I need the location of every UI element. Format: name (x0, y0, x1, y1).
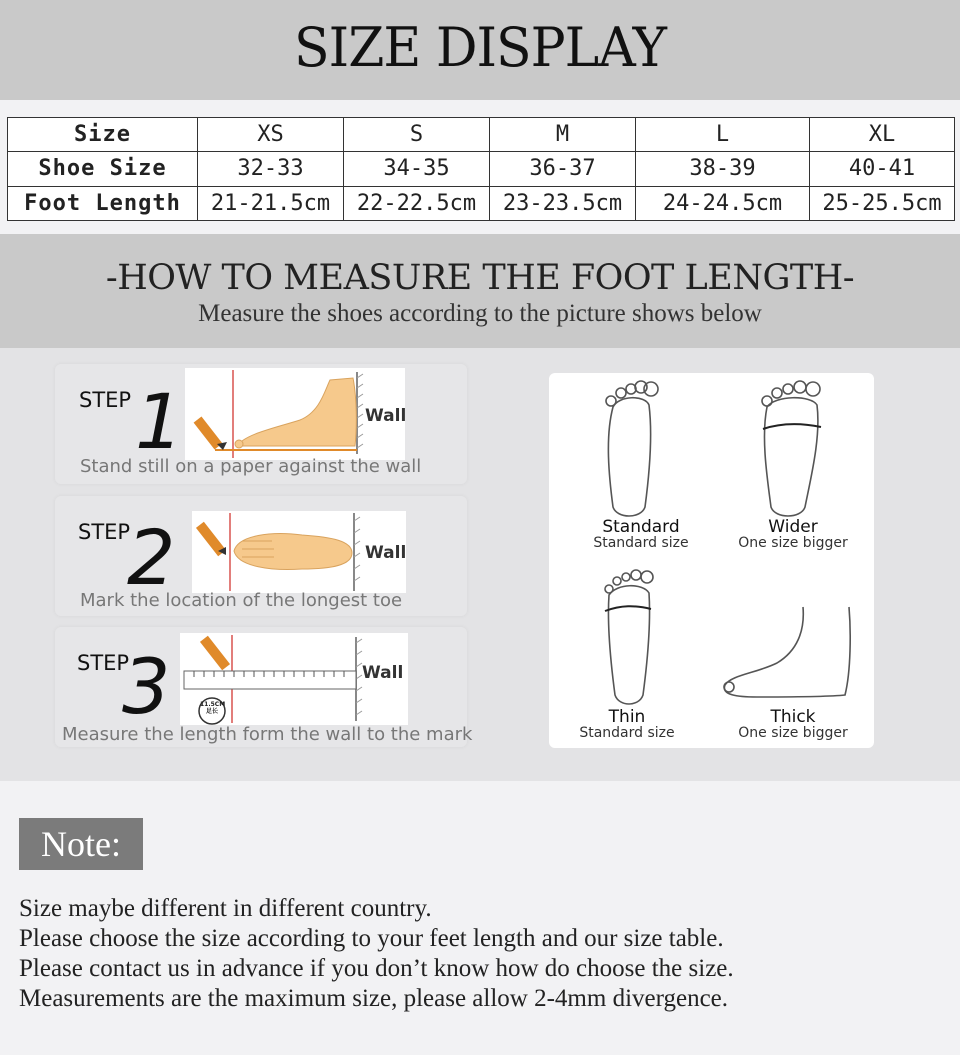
foot-type-name: Standard (602, 517, 680, 537)
step-3-caption: Measure the length form the wall to the mark (62, 724, 473, 745)
foot-type-wider (723, 519, 863, 551)
step-2-number: 2 (127, 513, 176, 602)
table-cell: M (490, 118, 636, 152)
foot-type-advice: One size bigger (738, 535, 848, 551)
table-cell: 25-25.5cm (810, 186, 955, 220)
note-line: Please contact us in advance if you don’t know how do choose the size. (19, 955, 734, 982)
step-1-number: 1 (135, 377, 184, 466)
table-cell: 24-24.5cm (636, 186, 810, 220)
wall-label: Wall (365, 406, 407, 426)
step-2-illustration (192, 511, 406, 593)
step-2-word: STEP (78, 520, 131, 544)
foot-type-name: Thin (608, 707, 646, 727)
foot-type-advice: One size bigger (738, 725, 848, 741)
wall-label: Wall (365, 543, 407, 563)
step-3-number: 3 (122, 642, 171, 731)
table-cell: XS (198, 118, 344, 152)
table-cell: Foot Length (8, 186, 198, 220)
table-cell: L (636, 118, 810, 152)
size-table (7, 117, 955, 221)
note-label: Note: (19, 818, 143, 870)
step-1-word: STEP (79, 388, 132, 412)
page-title: SIZE DISPLAY (294, 16, 666, 80)
step-1-caption: Stand still on a paper against the wall (80, 456, 422, 477)
standard-foot-icon (597, 377, 667, 519)
note-line: Please choose the size according to your feet length and our size table. (19, 925, 724, 952)
table-cell: 32-33 (198, 152, 344, 186)
step-3-illustration (180, 633, 408, 725)
wall-label: Wall (362, 663, 404, 683)
foot-type-advice: Standard size (593, 535, 689, 551)
note-section (0, 781, 960, 1055)
foot-type-advice: Standard size (579, 725, 675, 741)
table-cell: Size (8, 118, 198, 152)
wider-foot-icon (755, 377, 829, 519)
foot-types-card (549, 373, 874, 748)
table-cell: 36-37 (490, 152, 636, 186)
table-cell: S (344, 118, 490, 152)
step-1-card (55, 364, 467, 484)
measure-subheading: Measure the shoes according to the picture shows below (198, 300, 762, 327)
measure-banner (0, 234, 960, 348)
table-cell: 40-41 (810, 152, 955, 186)
table-row (8, 152, 955, 186)
table-cell: 23-23.5cm (490, 186, 636, 220)
size-table-container (7, 117, 955, 221)
badge-value: 11.5CM (200, 701, 226, 708)
measure-badge (200, 701, 224, 715)
step-2-caption: Mark the location of the longest toe (80, 590, 403, 611)
table-cell: 38-39 (636, 152, 810, 186)
foot-type-standard (571, 519, 711, 551)
table-row (8, 186, 955, 220)
thick-foot-icon (717, 601, 857, 705)
foot-type-name: Thick (770, 707, 816, 727)
table-cell: 21-21.5cm (198, 186, 344, 220)
step-1-illustration (185, 368, 405, 460)
note-lines (19, 894, 734, 1014)
measure-heading: -HOW TO MEASURE THE FOOT LENGTH- (105, 258, 855, 298)
note-line: Size maybe different in different country. (19, 895, 432, 922)
foot-type-thick (723, 709, 863, 741)
table-cell: 34-35 (344, 152, 490, 186)
step-3-card (55, 627, 473, 747)
note-line: Measurements are the maximum size, please allow 2-4mm divergence. (19, 985, 729, 1012)
step-3-word: STEP (77, 651, 130, 675)
table-cell: 22-22.5cm (344, 186, 490, 220)
thin-foot-icon (599, 565, 665, 707)
foot-type-name: Wider (768, 517, 818, 537)
step-2-card (55, 496, 467, 616)
table-cell: XL (810, 118, 955, 152)
title-banner (0, 0, 960, 100)
foot-type-thin (557, 709, 697, 741)
table-cell: Shoe Size (8, 152, 198, 186)
table-header-row (8, 118, 955, 152)
badge-label: 足长 (205, 708, 218, 715)
